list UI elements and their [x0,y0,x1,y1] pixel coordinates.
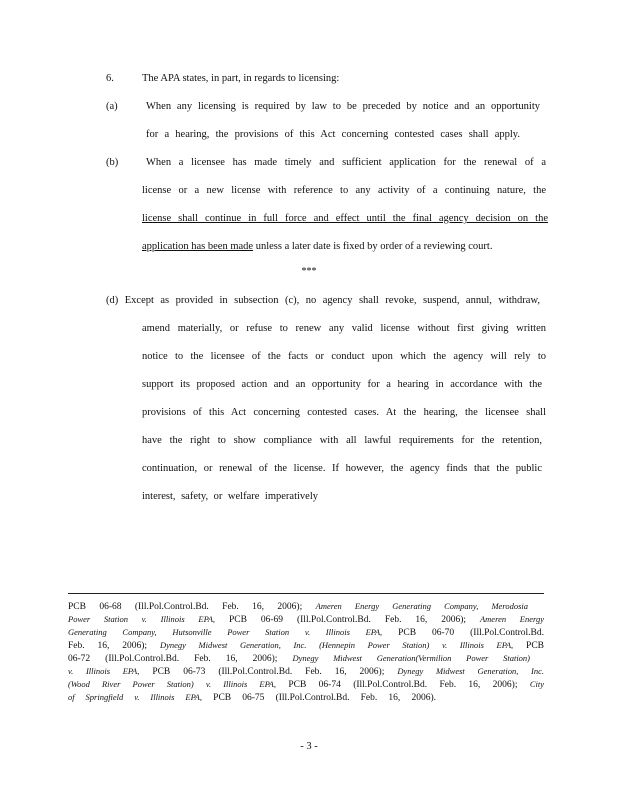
item-a-label: (a) [106,101,118,112]
section-separator: *** [301,266,317,277]
item-b-line-1: When a licensee has made timely and sufficient application for the renewal of a [146,157,546,168]
footnote-citation: Feb. 16, 2006); [68,641,148,651]
footnote-line-3 [68,626,544,640]
footnote-case-name: Power Station v. Illinois EPA, [68,614,216,624]
item-b-line-4 [142,240,542,254]
footnote-case-name: Ameren Energy [479,614,545,624]
footnote-separator-rule [68,593,544,594]
item-b-line-2: license or a new license with reference to any activity of a continuing nature, the [142,185,546,196]
paragraph-text: The APA states, in part, in regards to licensing: [142,73,340,84]
footnote-line-8 [68,691,436,705]
item-a-line-2: for a hearing, the provisions of this Act concerning contested cases shall apply. [146,129,520,140]
item-d-line-4: provisions of this Act concerning contested cases. At the hearing, the licensee shall [142,407,546,418]
footnote-citation: PCB 06-73 (Ill.Pol.Control.Bd. Feb. 16, 2006); [152,667,385,677]
footnote-citation: PCB 06-75 (Ill.Pol.Control.Bd. Feb. 16, 2006). [213,693,436,703]
footnote-citation: PCB 06-70 (Ill.Pol.Control.Bd. [398,628,545,638]
item-b-line-3-underlined: license shall continue in full force and effect until the final agency decision on the [142,213,548,224]
footnote-line-1 [68,600,528,614]
footnote-citation: PCB [526,641,545,651]
footnote-citation: PCB 06-68 (Ill.Pol.Control.Bd. Feb. 16, 2006); [68,602,303,612]
footnote-line-6 [68,665,544,679]
footnote-case-name: Ameren Energy Generating Company, Merodosia [315,601,528,611]
item-d-line-2: notice to the licensee of the facts or conduct upon which the agency will rely to [142,351,546,362]
footnote-case-name: Dynegy Midwest Generation(Vermilion Power Station) [292,653,531,663]
footnote-line-2 [68,613,544,627]
footnote-line-7 [68,678,544,692]
footnote-citation: PCB 06-69 (Ill.Pol.Control.Bd. Feb. 16, 2006); [228,615,467,625]
paragraph-number: 6. [106,73,114,84]
item-d-line-5: have the right to show compliance with all lawful requirements for the retention, [142,435,542,446]
item-d-line-6: continuation, or renewal of the license. If however, the agency finds that the public [142,463,542,474]
footnote-citation: PCB 06-74 (Ill.Pol.Control.Bd. Feb. 16, 2006); [288,680,518,690]
item-b-label: (b) [106,157,119,168]
footnote-line-5 [68,652,530,666]
item-b-line-4-underlined: application has been made [142,241,254,252]
footnote-case-name: (Wood River Power Station) v. Illinois EPA, [68,679,276,689]
footnote-case-name: Dynegy Midwest Generation, Inc. [397,666,544,676]
footnote-case-name: Generating Company, Hutsonville Power Station v. Illinois EPA, [68,627,383,637]
footnote-case-name: v. Illinois EPA, [68,666,140,676]
item-d-line-1: amend materially, or refuse to renew any valid license without first giving written [142,323,546,334]
item-a-line-1: When any licensing is required by law to be preceded by notice and an opportunity [146,101,540,112]
footnote-case-name: of Springfield v. Illinois EPA, [68,692,202,702]
footnote-citation: 06-72 (Ill.Pol.Control.Bd. Feb. 16, 2006); [68,654,278,664]
footnote-line-4 [68,639,544,653]
footnote-case-name: City [529,679,544,689]
item-d-first-line: (d) Except as provided in subsection (c), no agency shall revoke, suspend, annul, withdraw, [106,295,540,306]
item-d-last-line: interest, safety, or welfare imperatively [142,491,318,502]
item-d-line-3: support its proposed action and an opportunity for a hearing in accordance with the [142,379,542,390]
item-b-line-4-rest: unless a later date is fixed by order of a reviewing court. [253,241,493,252]
page-number: - 3 - [300,741,318,752]
footnote-case-name: Dynegy Midwest Generation, Inc. (Hennepin Power Station) v. Illinois EPA, [159,640,514,650]
